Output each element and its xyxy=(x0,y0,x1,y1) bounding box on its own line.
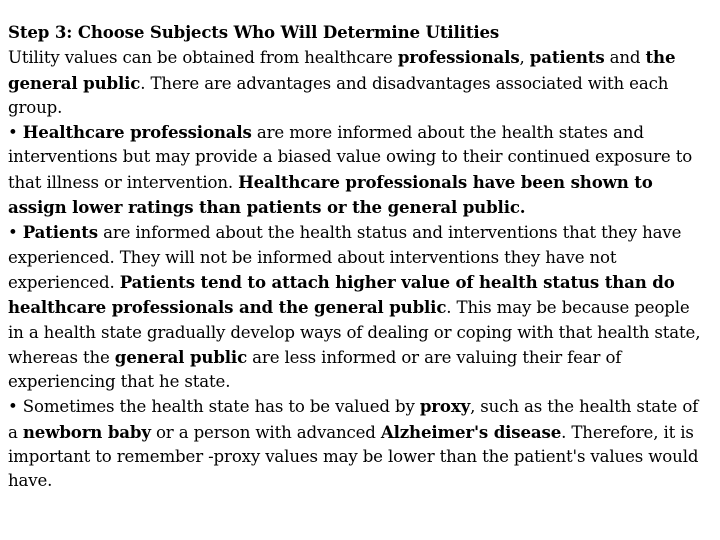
bullet-patients: • Patients are informed about the health status and interventions that they have experienced. They will not be informed about interventions they have not experienced. Patients tend to attach higher value of health status than do healthcare professionals and the general public. This may be because people in a health state gradually develop ways of dealing or coping with that health state, whereas the general public are less informed or are valuing their fear of experiencing that he state. xyxy=(8,222,701,392)
intro-paragraph: Utility values can be obtained from healthcare professionals, patients and the general public. There are advantages and disadvantages associated with each group. xyxy=(8,47,676,117)
bullet-marker: • xyxy=(8,223,18,243)
bullet-marker: • xyxy=(8,123,18,143)
bullet-healthcare-professionals: • Healthcare professionals are more informed about the health states and interventions but may provide a biased value owing to their continued exposure to that illness or intervention. Healthcare professionals have been shown to assign lower ratings than patients or the general public. xyxy=(8,122,693,218)
slide-heading: Step 3: Choose Subjects Who Will Determine Utilities xyxy=(8,22,500,42)
bullet-marker: • xyxy=(8,397,18,417)
slide-content xyxy=(8,20,708,494)
bullet-proxy: • Sometimes the health state has to be valued by proxy, such as the health state of a newborn baby or a person with advanced Alzheimer's disease. Therefore, it is important to remember -proxy values may be lower than the patient's values would have. xyxy=(8,396,699,491)
